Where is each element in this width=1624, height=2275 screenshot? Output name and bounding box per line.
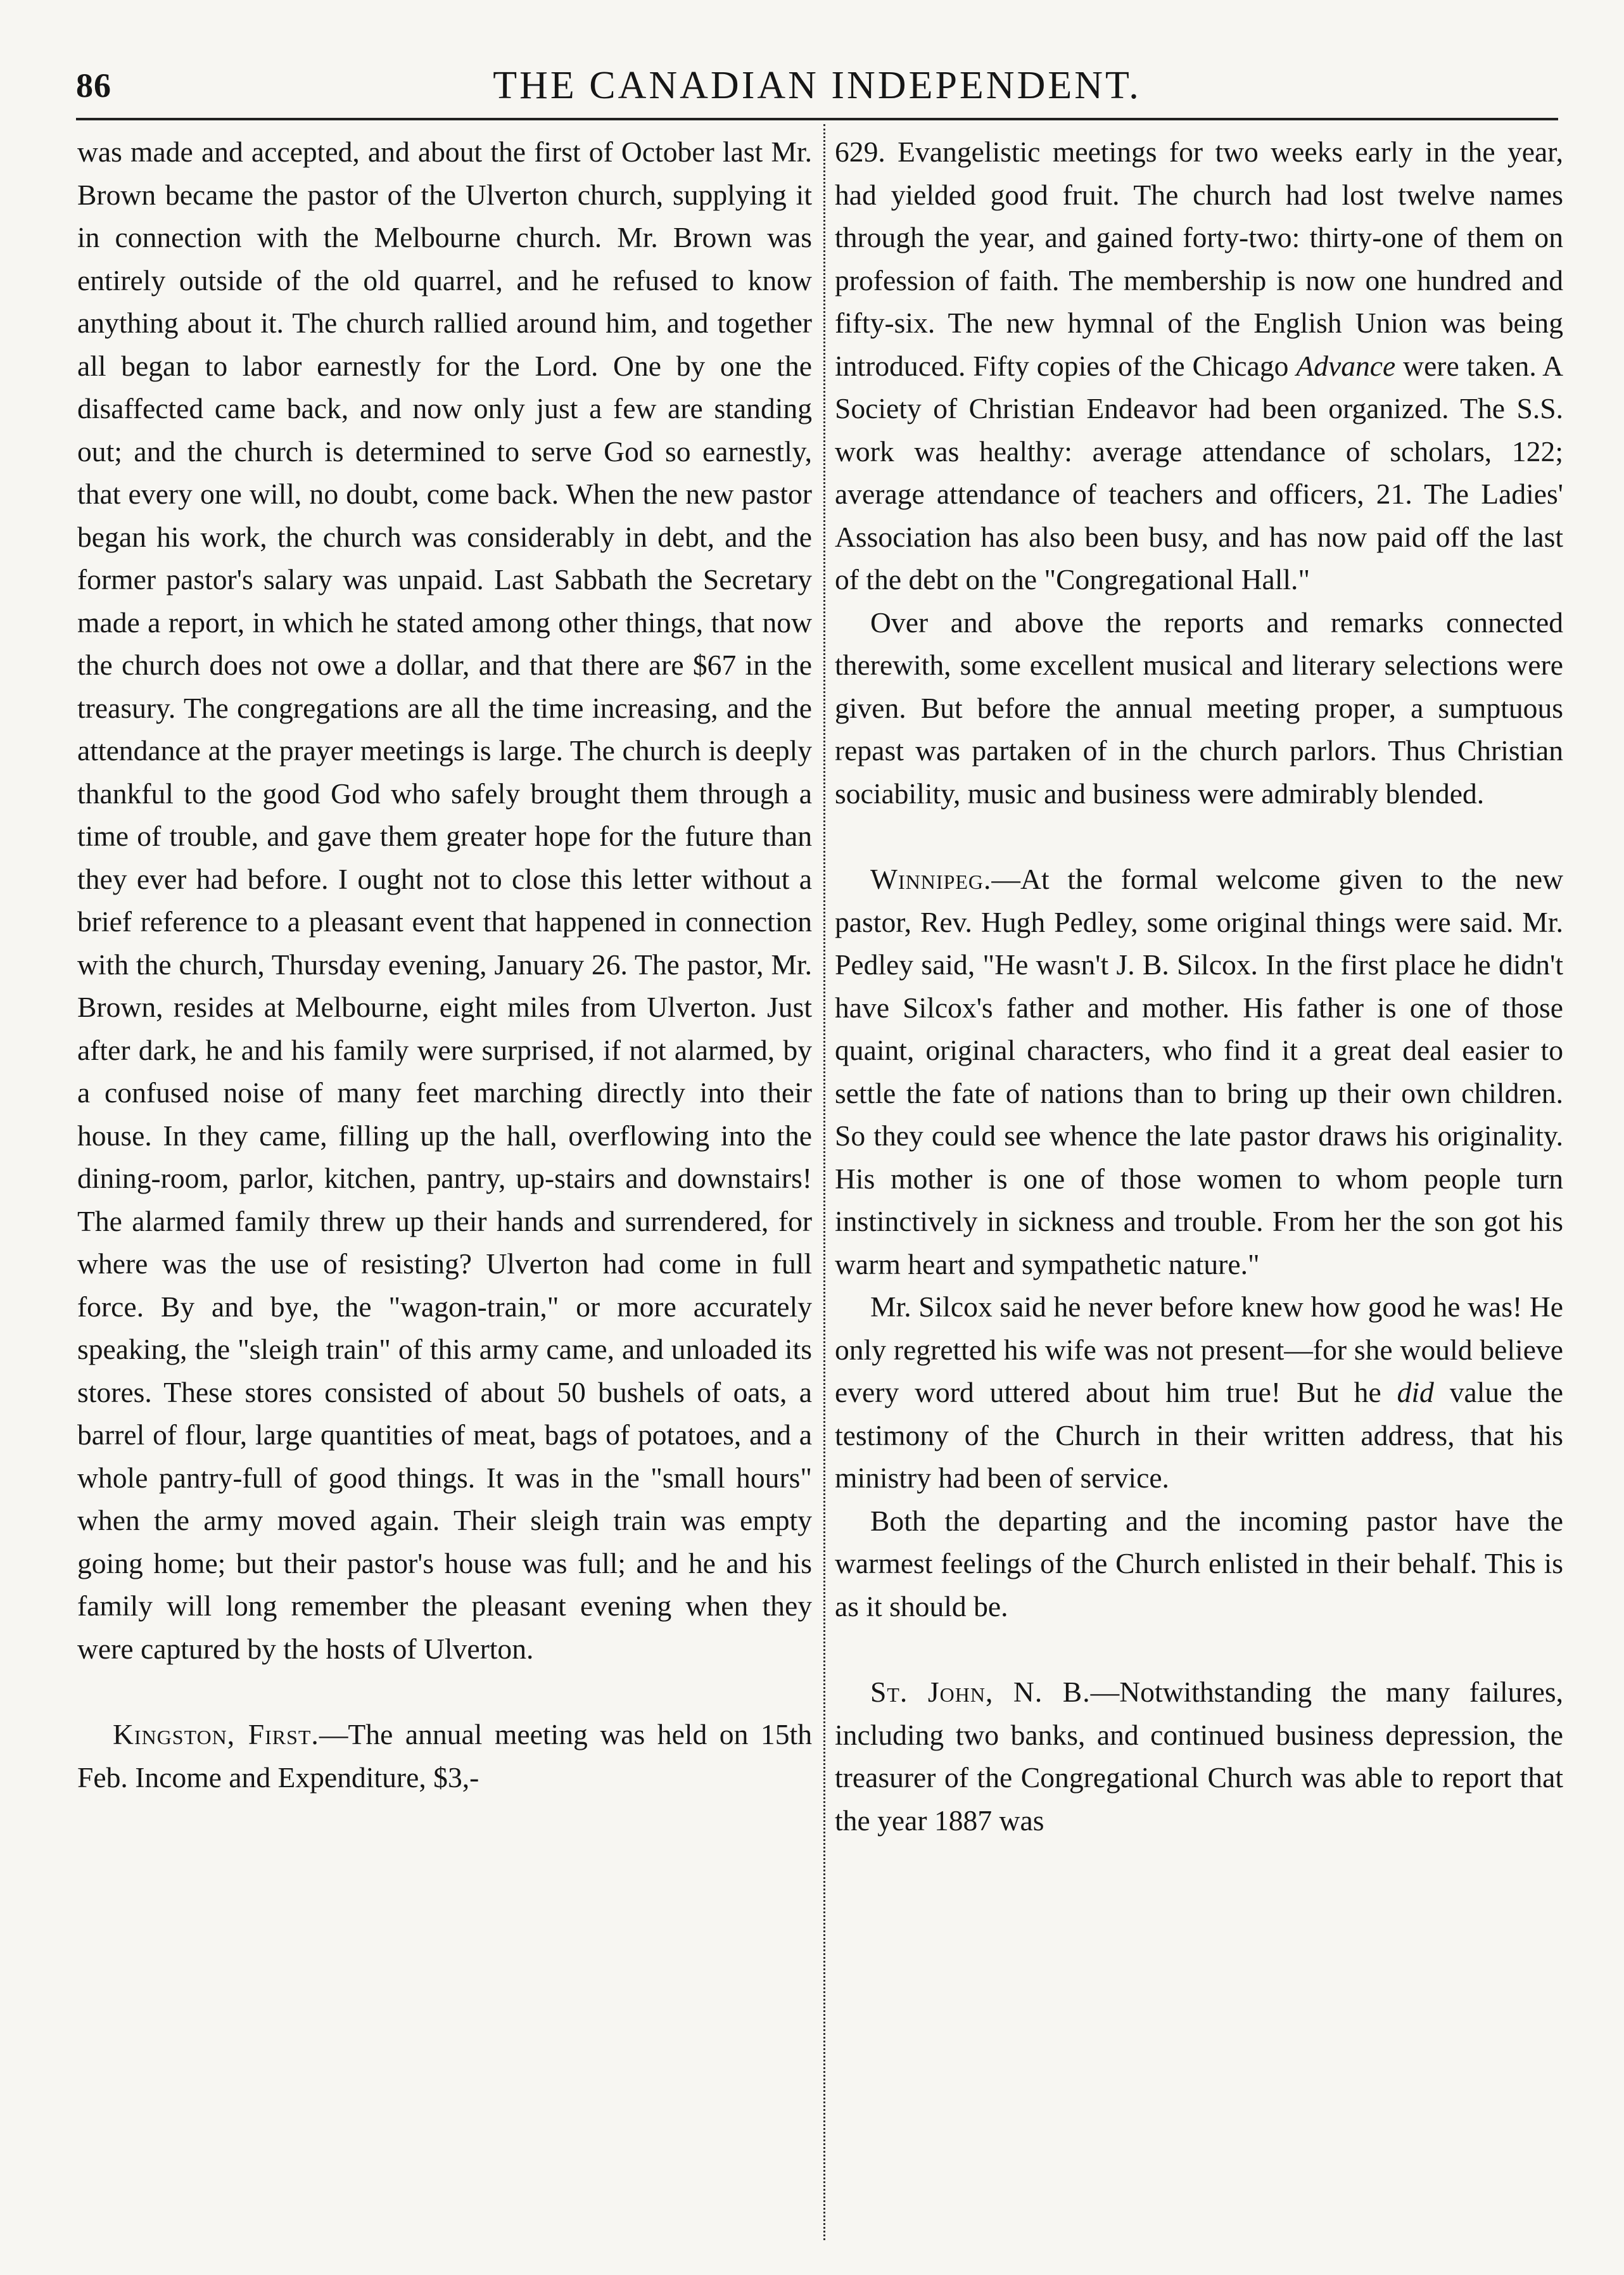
kingston-heading: Kingston, First. (113, 1718, 319, 1750)
kingston-continued-text-a: 629. Evangelistic meetings for two weeks early in the year, had yielded good fruit. The church had lost twelve names through the year, and gained forty-two: thirty-one of them on profession of faith. The membership is now one hundred and fifty-six. The new hymnal of the English Union was being introduced. Fifty copies of the Chicago (835, 136, 1563, 382)
silcox-paragraph (835, 1285, 1563, 1500)
kingston-text: —The annual meeting was held on 15th Feb. Income and Expenditure, $3,- (77, 1718, 812, 1794)
section-gap (77, 1670, 812, 1713)
silcox-emphasis: did (1397, 1376, 1434, 1408)
section-gap (835, 1628, 1563, 1671)
st-john-report-paragraph (835, 1671, 1563, 1842)
header-rule (76, 118, 1558, 120)
ulverton-report-paragraph: was made and accepted, and about the first of October last Mr. Brown became the pastor of the Ulverton church, supplying it in connection with the Melbourne church. Mr. Brown was entirely outside of the old quarrel, and he refused to know anything about it. The church rallied around him, and together all began to labor earnestly for the Lord. One by one the disaffected came back, and now only just a few are standing out; and the church is determined to serve God so earnestly, that every one will, no doubt, come back. When the new pastor began his work, the church was considerably in debt, and the former pastor's salary was unpaid. Last Sabbath the Secretary made a report, in which he stated among other things, that now the church does not owe a dollar, and that there are $67 in the treasury. The congregations are all the time increasing, and the attendance at the prayer meetings is large. The church is deeply thankful to the good God who safely brought them through a time of trouble, and gave them greater hope for the future than they ever had before. I ought not to close this letter without a brief reference to a pleasant event that happened in connection with the church, Thursday evening, January 26. The pastor, Mr. Brown, resides at Melbourne, eight miles from Ulverton. Just after dark, he and his family were surprised, if not alarmed, by a confused noise of many feet marching directly into their house. In they came, filling up the hall, overflowing into the dining-room, parlor, kitchen, pantry, up-stairs and downstairs! The alarmed family threw up their hands and surrendered, for where was the use of resisting? Ulverton had come in full force. By and bye, the "wagon-train," or more accurately speaking, the "sleigh train" of this army came, and unloaded its stores. These stores consisted of about 50 bushels of oats, a barrel of flour, large quantities of meat, bags of potatoes, and a whole pantry-full of good things. It was in the "small hours" when the army moved again. Their sleigh train was empty going home; but their pastor's house was full; and he and his family will long remember the pleasant evening when they were captured by the hosts of Ulverton. (77, 136, 812, 1665)
page-number: 86 (76, 67, 111, 105)
st-john-text: —Notwithstanding the many failures, including two banks, and continued business depression, the treasurer of the Congregational Church was able to report that the year 1887 was (835, 1676, 1563, 1837)
winnipeg-text: —At the formal welcome given to the new pastor, Rev. Hugh Pedley, some original things were said. Mr. Pedley said, "He wasn't J. B. Silcox. In the first place he didn't have Silcox's father and mother. His father is one of those quaint, original characters, who find it a great deal easier to settle the fate of nations than to bring up their own children. So they could see whence the late pastor draws his originality. His mother is one of those women to whom people turn instinctively in sickness and trouble. From her the son got his warm heart and sympathetic nature." (835, 863, 1563, 1280)
winnipeg-report-paragraph (835, 858, 1563, 1285)
publication-title: THE CANADIAN INDEPENDENT. (493, 64, 1141, 107)
kingston-report-paragraph (77, 1713, 812, 1799)
st-john-heading: St. John, N. B. (870, 1676, 1091, 1708)
kingston-social-paragraph: Over and above the reports and remarks connected therewith, some excellent musical and literary selections were given. But before the annual meeting proper, a sumptuous repast was partaken of in the church parlors. Thus Christian sociability, music and business were admirably blended. (835, 606, 1563, 810)
left-column (77, 131, 812, 2240)
silcox-text-a: Mr. Silcox said he never before knew how good he was! He only regretted his wife was not present—for she would believe every word uttered about him true! But he (835, 1290, 1563, 1408)
kingston-continued-paragraph (835, 131, 1563, 601)
silcox-text-b: value the testimony of the Church in their written address, that his ministry had been of service. (835, 1376, 1563, 1494)
pastors-paragraph: Both the departing and the incoming pastor have the warmest feelings of the Church enlisted in their behalf. This is as it should be. (835, 1504, 1563, 1622)
advance-title: Advance (1296, 349, 1396, 382)
right-column (835, 131, 1563, 2240)
column-divider (823, 124, 825, 2240)
winnipeg-heading: Winnipeg. (870, 863, 992, 895)
page-header (76, 63, 1558, 120)
section-gap (835, 815, 1563, 858)
kingston-continued-text-b: were taken. A Society of Christian Endeavor had been organized. The S.S. work was healthy: average attendance of scholars, 122; average attendance of teachers and officers, 21. The Ladies' Association has also been busy, and has now paid off the last of the debt on the "Congregational Hall." (835, 349, 1563, 596)
